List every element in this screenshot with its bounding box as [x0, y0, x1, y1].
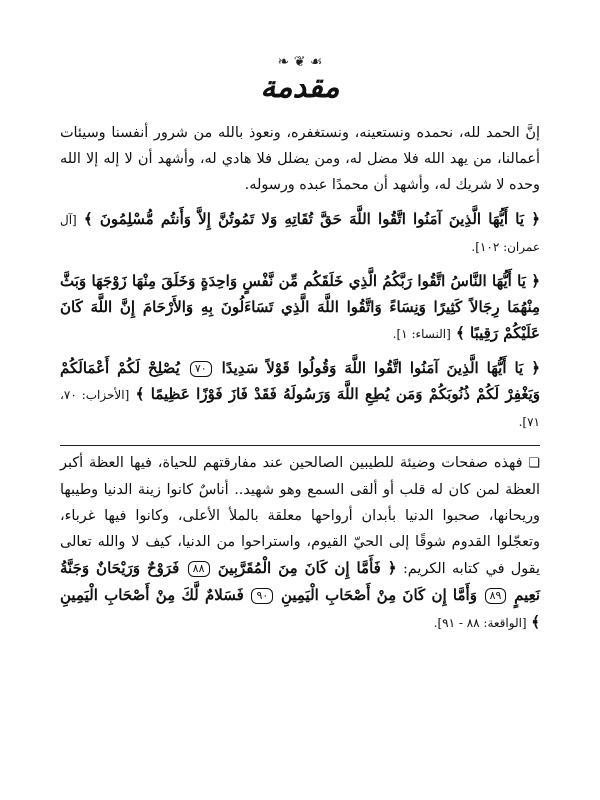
- verse-text: ﴿ فَأَمَّا إِن كَانَ مِنَ الْمُقَرَّبِينَ: [217, 559, 397, 577]
- verse-text: ﴿ يَا أَيُّهَا الَّذِينَ آمَنُوا اتَّقُوا اللَّهَ وَقُولُوا قَوْلاً سَدِيدًا: [221, 359, 540, 377]
- verse-ali-imran: [60, 206, 540, 260]
- page-title: مقدمة: [260, 70, 340, 105]
- verse-text: يُصْلِحْ لَكُمْ أَعْمَالَكُمْ وَيَغْفِرْ لَكُمْ ذُنُوبَكُمْ وَمَن يُطِعِ اللَّهَ وَرَسُولَهُ فَقَدْ فَازَ فَوْزًا عَظِيمًا ﴾: [60, 359, 540, 403]
- verse-text: وَأَمَّا إِن كَانَ مِنْ أَصْحَابِ الْيَمِينِ: [280, 586, 477, 604]
- intro-paragraph: إنَّ الحمد لله، نحمده ونستعينه، ونستغفره، ونعوذ بالله من شرور أنفسنا وسيئات أعمالنا، من يهد الله فلا مضل له، ومن يضلل فلا هادي له، وأشهد أن لا إله إلا الله وحده لا شريك له، وأشهد أن محمدًا عبده ورسوله.: [60, 125, 540, 193]
- closing-text: فهذه صفحات وضيئة للطيبين الصالحين عند مفارقتهم للحياة، فيها العظة أكبر العظة لمن كان له قلب أو ألقى السمع وهو شهيد.. أناسٌ كانوا زينة الدنيا وطيبها وريحانها، صحبوا الدنيا بأبدان أرواحها معلقة بالملأ الأعلى، وكانوا فيها غرباء، وتعجّلوا القدوم شوقًا إلى الحيّ القيوم، واستراحوا من الدنيا، كيف لا والله تعالى يقول في كتابه الكريم:: [60, 455, 540, 577]
- verse-text: ﴿ يَا أَيُّهَا الَّذِينَ آمَنُوا اتَّقُوا اللَّهَ حَقَّ تُقَاتِهِ وَلا تَمُوتُنَّ إِلاَّ وَأَنتُم مُّسْلِمُونَ ﴾: [83, 210, 540, 228]
- closing-paragraph: [60, 450, 540, 636]
- verse-number-marker: ٧٠: [190, 361, 212, 377]
- ornament-icon: ❧ ❦ ☙: [277, 54, 323, 70]
- verse-ahzab: [60, 355, 540, 435]
- verse-text: ﴿ يَا أَيُّهَا النَّاسُ اتَّقُوا رَبَّكُمُ الَّذِي خَلَقَكُم مِّن نَّفْسٍ وَاحِدَةٍ وَخَلَقَ مِنْهَا زَوْجَهَا وَبَثَّ مِنْهُمَا رِجَالاً كَثِيرًا وَنِسَاءً وَاتَّقُوا اللَّهَ الَّذِي تَسَاءَلُونَ بِهِ وَالأَرْحَامَ إِنَّ اللَّهَ كَانَ عَلَيْكُمْ رَقِيبًا ﴾: [60, 272, 540, 342]
- verse-reference: [الأحزاب: ٧٠، ٧١].: [60, 388, 540, 429]
- verse-reference: [الواقعة: ٨٨ - ٩١].: [433, 616, 527, 630]
- verse-text: فَرَوْحٌ وَرَيْحَانٌ وَجَنَّةُ نَعِيمٍ: [60, 559, 541, 604]
- verse-number-marker: ٨٨: [188, 561, 210, 577]
- paragraph-mark-icon: ❏: [528, 456, 540, 471]
- heading-block: [0, 55, 600, 104]
- verse-reference: [آل عمران: ١٠٢].: [60, 213, 540, 254]
- verse-nisa: [60, 268, 540, 347]
- verse-reference: [النساء: ١].: [392, 327, 451, 341]
- verse-number-marker: ٩٠: [251, 588, 273, 604]
- verse-text: فَسَلامٌ لَّكَ مِنْ أَصْحَابِ الْيَمِينِ ﴾: [60, 586, 540, 631]
- page-body: [60, 120, 540, 636]
- verse-number-marker: ٨٩: [485, 588, 507, 604]
